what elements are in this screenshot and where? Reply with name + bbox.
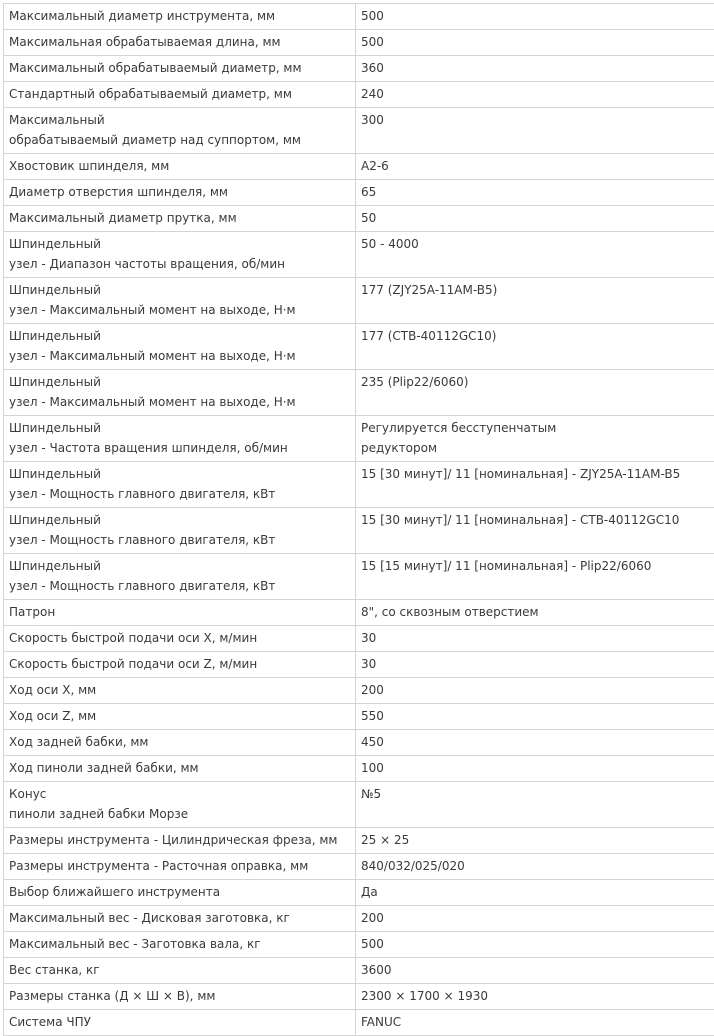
table-row xyxy=(4,462,714,508)
table-row xyxy=(4,324,714,370)
table-row xyxy=(4,730,714,756)
value-cell: 450 xyxy=(356,730,714,756)
parameter-cell: Максимальный обрабатываемый диаметр, мм xyxy=(4,56,356,82)
parameter-cell: Шпиндельный узел - Мощность главного двигателя, кВт xyxy=(4,554,356,600)
table-row xyxy=(4,828,714,854)
value-cell: 200 xyxy=(356,906,714,932)
parameter-cell: Шпиндельный узел - Диапазон частоты вращения, об/мин xyxy=(4,232,356,278)
table-row xyxy=(4,1010,714,1036)
table-row xyxy=(4,108,714,154)
parameter-cell: Размеры инструмента - Цилиндрическая фреза, мм xyxy=(4,828,356,854)
parameter-cell: Размеры инструмента - Расточная оправка, мм xyxy=(4,854,356,880)
table-row xyxy=(4,370,714,416)
value-cell: 177 (CTB-40112GC10) xyxy=(356,324,714,370)
parameter-cell: Шпиндельный узел - Максимальный момент на выходе, Н·м xyxy=(4,278,356,324)
parameter-cell: Ход пиноли задней бабки, мм xyxy=(4,756,356,782)
table-row xyxy=(4,180,714,206)
table-row xyxy=(4,854,714,880)
table-row xyxy=(4,554,714,600)
value-cell: 240 xyxy=(356,82,714,108)
table-row xyxy=(4,206,714,232)
parameter-cell: Конус пиноли задней бабки Морзе xyxy=(4,782,356,828)
parameter-cell: Вес станка, кг xyxy=(4,958,356,984)
parameter-cell: Выбор ближайшего инструмента xyxy=(4,880,356,906)
value-cell: 65 xyxy=(356,180,714,206)
value-cell: 15 [30 минут]/ 11 [номинальная] - CTB-40112GC10 xyxy=(356,508,714,554)
value-cell: 550 xyxy=(356,704,714,730)
value-cell: 15 [30 минут]/ 11 [номинальная] - ZJY25A-11AM-B5 xyxy=(356,462,714,508)
parameter-cell: Ход оси X, мм xyxy=(4,678,356,704)
value-cell: 15 [15 минут]/ 11 [номинальная] - Plip22/6060 xyxy=(356,554,714,600)
table-row xyxy=(4,704,714,730)
parameter-cell: Диаметр отверстия шпинделя, мм xyxy=(4,180,356,206)
value-cell: 50 - 4000 xyxy=(356,232,714,278)
table-row xyxy=(4,652,714,678)
value-cell: №5 xyxy=(356,782,714,828)
table-row xyxy=(4,626,714,652)
parameter-cell: Максимальный обрабатываемый диаметр над суппортом, мм xyxy=(4,108,356,154)
table-row xyxy=(4,82,714,108)
value-cell: 177 (ZJY25A-11AM-B5) xyxy=(356,278,714,324)
value-cell: 2300 × 1700 × 1930 xyxy=(356,984,714,1010)
table-row xyxy=(4,600,714,626)
specifications-table xyxy=(3,3,714,1036)
value-cell: Регулируется бесступенчатым редуктором xyxy=(356,416,714,462)
parameter-cell: Шпиндельный узел - Частота вращения шпинделя, об/мин xyxy=(4,416,356,462)
table-row xyxy=(4,278,714,324)
value-cell: 3600 xyxy=(356,958,714,984)
table-row xyxy=(4,756,714,782)
parameter-cell: Максимальный вес - Заготовка вала, кг xyxy=(4,932,356,958)
parameter-cell: Ход оси Z, мм xyxy=(4,704,356,730)
table-row xyxy=(4,906,714,932)
table-row xyxy=(4,4,714,30)
value-cell: 360 xyxy=(356,56,714,82)
value-cell: 30 xyxy=(356,652,714,678)
parameter-cell: Патрон xyxy=(4,600,356,626)
table-row xyxy=(4,678,714,704)
specifications-table-body xyxy=(4,4,714,1036)
value-cell: 100 xyxy=(356,756,714,782)
table-row xyxy=(4,958,714,984)
value-cell: 500 xyxy=(356,4,714,30)
table-row xyxy=(4,508,714,554)
parameter-cell: Шпиндельный узел - Мощность главного двигателя, кВт xyxy=(4,462,356,508)
table-row xyxy=(4,30,714,56)
value-cell: 500 xyxy=(356,932,714,958)
value-cell: 25 × 25 xyxy=(356,828,714,854)
parameter-cell: Система ЧПУ xyxy=(4,1010,356,1036)
value-cell: Да xyxy=(356,880,714,906)
parameter-cell: Скорость быстрой подачи оси X, м/мин xyxy=(4,626,356,652)
parameter-cell: Максимальная обрабатываемая длина, мм xyxy=(4,30,356,56)
value-cell: 235 (Plip22/6060) xyxy=(356,370,714,416)
value-cell: FANUC xyxy=(356,1010,714,1036)
table-row xyxy=(4,932,714,958)
parameter-cell: Хвостовик шпинделя, мм xyxy=(4,154,356,180)
value-cell: 200 xyxy=(356,678,714,704)
parameter-cell: Шпиндельный узел - Максимальный момент на выходе, Н·м xyxy=(4,370,356,416)
parameter-cell: Скорость быстрой подачи оси Z, м/мин xyxy=(4,652,356,678)
table-row xyxy=(4,154,714,180)
value-cell: 300 xyxy=(356,108,714,154)
table-row xyxy=(4,56,714,82)
table-row xyxy=(4,880,714,906)
value-cell: 30 xyxy=(356,626,714,652)
table-row xyxy=(4,984,714,1010)
value-cell: 840/032/025/020 xyxy=(356,854,714,880)
parameter-cell: Максимальный вес - Дисковая заготовка, кг xyxy=(4,906,356,932)
parameter-cell: Максимальный диаметр инструмента, мм xyxy=(4,4,356,30)
value-cell: 500 xyxy=(356,30,714,56)
parameter-cell: Размеры станка (Д × Ш × В), мм xyxy=(4,984,356,1010)
parameter-cell: Ход задней бабки, мм xyxy=(4,730,356,756)
parameter-cell: Шпиндельный узел - Мощность главного двигателя, кВт xyxy=(4,508,356,554)
table-row xyxy=(4,232,714,278)
value-cell: 8", со сквозным отверстием xyxy=(356,600,714,626)
table-row xyxy=(4,782,714,828)
parameter-cell: Максимальный диаметр прутка, мм xyxy=(4,206,356,232)
value-cell: A2-6 xyxy=(356,154,714,180)
value-cell: 50 xyxy=(356,206,714,232)
parameter-cell: Стандартный обрабатываемый диаметр, мм xyxy=(4,82,356,108)
table-row xyxy=(4,416,714,462)
parameter-cell: Шпиндельный узел - Максимальный момент на выходе, Н·м xyxy=(4,324,356,370)
